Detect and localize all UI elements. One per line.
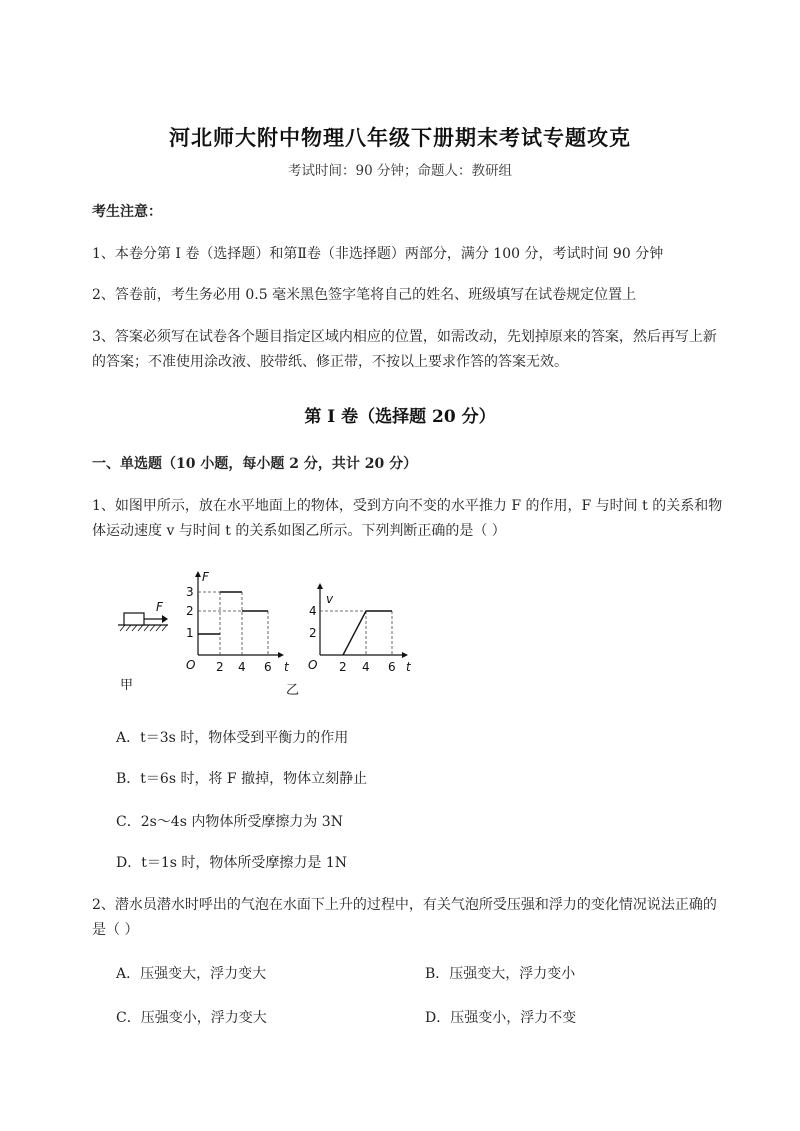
graph1-y-tick: 2 bbox=[186, 604, 194, 618]
section-title: 第 I 卷（选择题 20 分） bbox=[304, 407, 496, 427]
q1-option-c: C．2s～4s 内物体所受摩擦力为 3N bbox=[116, 814, 343, 830]
q1-option-a: A．t＝3s 时，物体受到平衡力的作用 bbox=[116, 730, 349, 746]
graph1-y-axis-label: F bbox=[202, 570, 209, 584]
graph2-y-tick: 2 bbox=[309, 626, 317, 640]
figure-label-jia: 甲 bbox=[120, 678, 134, 693]
notice-item-3-line2: 的答案；不准使用涂改液、胶带纸、修正带，不按以上要求作答的答案无效。 bbox=[92, 354, 568, 370]
q1-figure bbox=[110, 565, 420, 700]
graph2-x-tick: 6 bbox=[388, 660, 396, 674]
graph1-x-tick: 4 bbox=[238, 660, 246, 674]
page-title: 河北师大附中物理八年级下册期末考试专题攻克 bbox=[169, 125, 631, 150]
q2-stem-line2: 是（ ） bbox=[92, 922, 139, 938]
graph1-x-axis-label: t bbox=[284, 660, 289, 674]
q2-option-a: A．压强变大，浮力变大 bbox=[116, 966, 267, 982]
figure-label-yi: 乙 bbox=[286, 683, 300, 698]
q1-stem-line1: 1、如图甲所示，放在水平地面上的物体，受到方向不变的水平推力 F 的作用，F 与时间 t 的关系和物 bbox=[92, 498, 723, 514]
graph2-origin: O bbox=[308, 658, 318, 672]
graph1-x-tick: 2 bbox=[216, 660, 224, 674]
q1-option-d: D．t＝1s 时，物体所受摩擦力是 1N bbox=[116, 855, 347, 871]
q1-stem-line2: 体运动速度 v 与时间 t 的关系如图乙所示。下列判断正确的是（ ） bbox=[92, 523, 506, 539]
q2-stem-line1: 2、潜水员潜水时呼出的气泡在水面下上升的过程中，有关气泡所受压强和浮力的变化情况说法正确的 bbox=[92, 897, 717, 913]
q2-option-d: D．压强变小，浮力不变 bbox=[425, 1010, 577, 1026]
graph2-y-tick: 4 bbox=[309, 604, 317, 618]
figure-jia bbox=[118, 600, 168, 693]
graph1-y-tick: 1 bbox=[186, 626, 194, 640]
graph1-origin: O bbox=[186, 658, 196, 672]
force-label: F bbox=[156, 600, 163, 614]
exam-info: 考试时间：90 分钟；命题人：教研组 bbox=[288, 163, 512, 179]
notice-item-3-line1: 3、答案必须写在试卷各个题目指定区域内相应的位置，如需改动，先划掉原来的答案，然后再写上新 bbox=[92, 329, 717, 345]
notice-item-1: 1、本卷分第 I 卷（选择题）和第Ⅱ卷（非选择题）两部分，满分 100 分，考试时间 90 分钟 bbox=[92, 246, 664, 262]
graph2-x-axis-label: t bbox=[406, 660, 411, 674]
graph2-x-tick: 2 bbox=[339, 660, 347, 674]
notice-item-2: 2、答卷前，考生务必用 0.5 毫米黑色签字笔将自己的姓名、班级填写在试卷规定位置上 bbox=[92, 287, 637, 303]
q2-option-c: C．压强变小，浮力变大 bbox=[116, 1010, 267, 1026]
graph2-x-tick: 4 bbox=[362, 660, 370, 674]
graph-f-t bbox=[186, 570, 290, 674]
graph2-y-axis-label: v bbox=[326, 592, 334, 606]
part-heading: 一、单选题（10 小题，每小题 2 分，共计 20 分） bbox=[92, 456, 418, 472]
graph1-y-tick: 3 bbox=[186, 585, 194, 599]
notice-heading: 考生注意： bbox=[92, 204, 162, 220]
q1-option-b: B．t＝6s 时，将 F 撤掉，物体立刻静止 bbox=[116, 771, 368, 787]
graph1-x-tick: 6 bbox=[264, 660, 272, 674]
q2-option-b: B．压强变大，浮力变小 bbox=[425, 966, 576, 982]
block-icon bbox=[124, 613, 144, 625]
graph-v-t bbox=[308, 583, 412, 674]
